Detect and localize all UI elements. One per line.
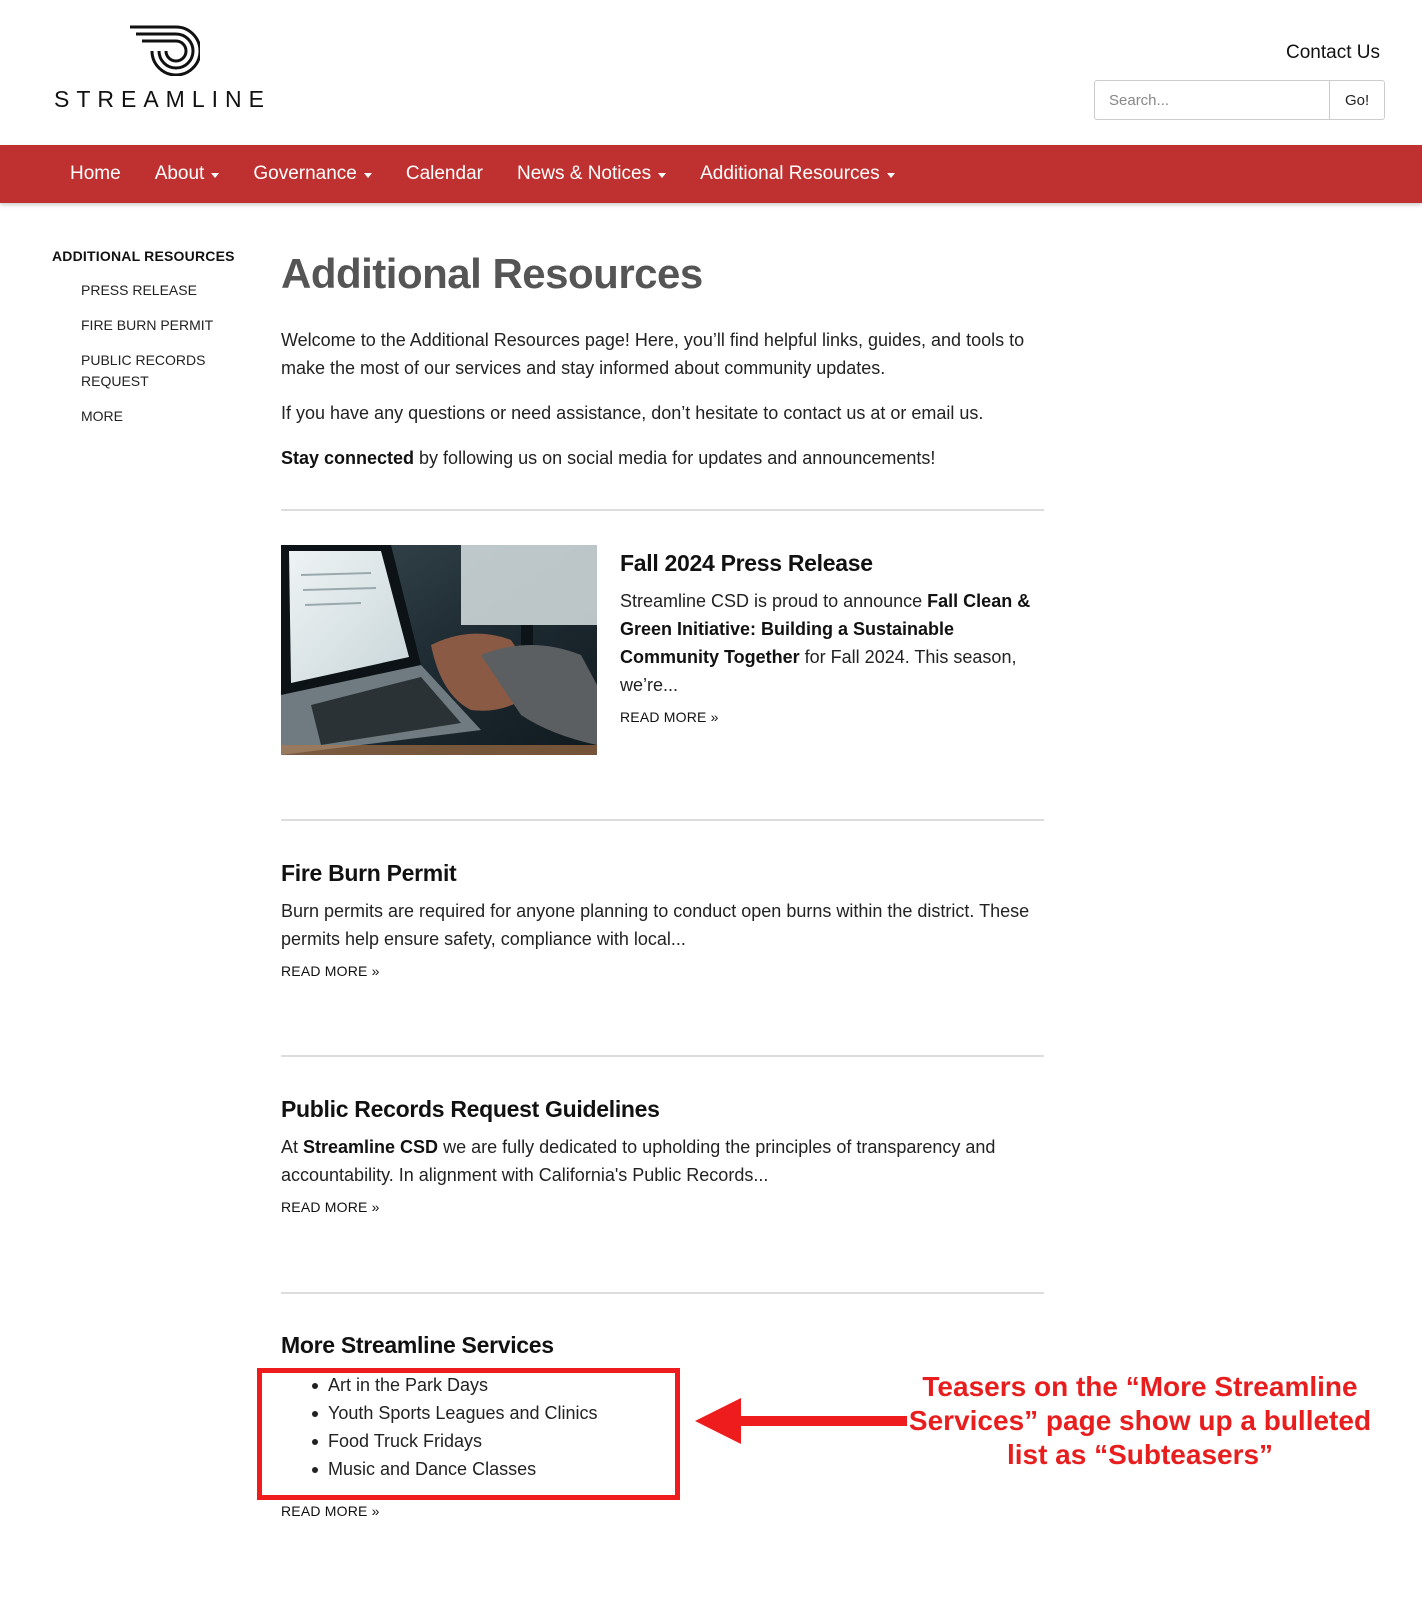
annotation-arrow-icon — [695, 1398, 907, 1444]
nav-item-about[interactable] — [138, 163, 237, 185]
teaser-title[interactable]: Fall 2024 Press Release — [620, 550, 873, 576]
teaser-body-start: Streamline CSD is proud to announce — [620, 591, 928, 611]
intro-rest: by following us on social media for updates and announcements! — [414, 448, 936, 468]
nav-label: Governance — [253, 163, 357, 184]
teaser-body-bold: Streamline CSD — [303, 1137, 439, 1157]
annotation-highlight-box — [257, 1368, 680, 1500]
nav-label: About — [154, 163, 205, 184]
teaser-body: Burn permits are required for anyone planning to conduct open burns within the district. These permits help ensure safety, compliance with local... — [281, 901, 1030, 949]
teaser-fire-burn-permit — [281, 860, 1044, 981]
nav-item-calendar[interactable] — [389, 163, 500, 185]
sidebar-title[interactable]: ADDITIONAL RESOURCES — [52, 248, 235, 264]
teaser-public-records — [281, 1096, 1044, 1217]
teaser-body-end: we are fully dedicated to upholding the principles of transparency and accountability. In alignment with California's Public Records... — [281, 1137, 996, 1185]
caret-down-icon — [887, 173, 895, 178]
nav-label: Home — [70, 163, 121, 184]
nav-label: Additional Resources — [700, 163, 880, 184]
subteaser-item[interactable]: Music and Dance Classes — [328, 1455, 1044, 1483]
caret-down-icon — [364, 173, 372, 178]
subteaser-item[interactable]: Food Truck Fridays — [328, 1427, 1044, 1455]
read-more-link[interactable]: READ MORE » — [281, 963, 380, 979]
site-logo[interactable] — [54, 24, 304, 124]
sidebar-item-public-records-request[interactable]: PUBLIC RECORDS REQUEST — [81, 352, 206, 389]
caret-down-icon — [658, 173, 666, 178]
search-form — [1094, 80, 1385, 120]
read-more-link[interactable]: READ MORE » — [281, 1503, 380, 1519]
divider — [281, 819, 1044, 821]
teaser-body — [620, 587, 1044, 699]
subteaser-item[interactable]: Youth Sports Leagues and Clinics — [328, 1399, 1044, 1427]
sidebar-item-more[interactable]: MORE — [81, 408, 123, 424]
teaser-body — [281, 1133, 1044, 1189]
teaser-body-start: At — [281, 1137, 304, 1157]
nav-label: News & Notices — [516, 163, 652, 184]
teaser-title[interactable]: Public Records Request Guidelines — [281, 1096, 660, 1122]
intro-bold: Stay connected — [281, 448, 415, 468]
logo-swirl-icon — [128, 24, 200, 76]
sidebar-item-press-release[interactable]: PRESS RELEASE — [81, 282, 197, 298]
main-content — [281, 250, 1044, 489]
read-more-link[interactable]: READ MORE » — [620, 709, 719, 725]
sidebar-item-fire-burn-permit[interactable]: FIRE BURN PERMIT — [81, 317, 214, 333]
logo-text: STREAMLINE — [54, 86, 271, 112]
subteaser-item[interactable]: Art in the Park Days — [328, 1371, 1044, 1399]
divider — [281, 1292, 1044, 1294]
search-go-button[interactable]: Go! — [1329, 80, 1385, 120]
nav-label: Calendar — [405, 163, 483, 184]
nav-item-news-notices[interactable] — [500, 163, 683, 185]
teaser-press-text — [620, 550, 1044, 727]
intro-text — [281, 326, 1044, 472]
intro-paragraph — [281, 444, 1044, 472]
nav-item-home[interactable] — [53, 163, 138, 185]
teaser-title[interactable]: More Streamline Services — [281, 1332, 554, 1358]
site-header — [0, 0, 1422, 145]
intro-paragraph: If you have any questions or need assistance, don’t hesitate to contact us at or email us. — [281, 403, 984, 423]
sidebar — [52, 248, 242, 441]
teaser-title[interactable]: Fire Burn Permit — [281, 860, 457, 886]
nav-item-governance[interactable] — [236, 163, 389, 185]
teaser-body-bold: Fall Clean & Green Initiative: Building a Sustainable Community Together — [620, 591, 1031, 667]
laptop-photo[interactable] — [281, 545, 597, 755]
teaser-body-end: for Fall 2024. This season, we’re... — [620, 647, 1017, 695]
page-title: Additional Resources — [281, 250, 703, 297]
divider — [281, 1055, 1044, 1057]
caret-down-icon — [211, 173, 219, 178]
divider — [281, 509, 1044, 511]
search-input[interactable] — [1094, 80, 1329, 120]
nav-item-additional-resources[interactable] — [683, 163, 912, 185]
contact-us-link[interactable]: Contact Us — [1286, 42, 1380, 63]
intro-paragraph: Welcome to the Additional Resources page! Here, you’ll find helpful links, guides, and tools to make the most of our services and stay informed about community updates. — [281, 330, 1025, 378]
read-more-link[interactable]: READ MORE » — [281, 1199, 380, 1215]
annotation-text: Teasers on the “More Streamline Services” page show up a bulleted list as “Subteasers” — [908, 1371, 1372, 1470]
main-nav — [0, 145, 1422, 203]
